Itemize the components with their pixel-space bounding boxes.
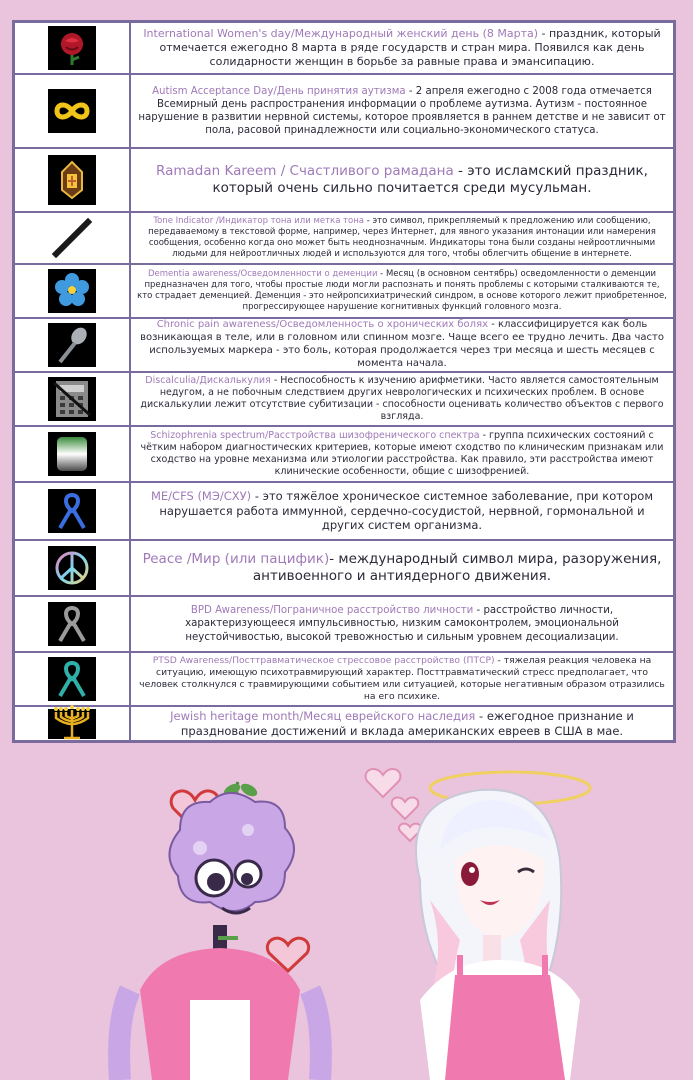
table-row: [15, 483, 673, 541]
table-row: [15, 653, 673, 707]
forget-me-not-icon: [50, 271, 94, 311]
table-row: [15, 541, 673, 597]
table-row: [15, 319, 673, 373]
slash-icon: [50, 218, 94, 258]
table-row: [15, 597, 673, 653]
table-row: [15, 23, 673, 75]
calculator-icon: [50, 379, 94, 419]
table-row: [15, 213, 673, 265]
halo-character: [416, 772, 590, 1080]
table-row: [15, 707, 673, 740]
table-row: [15, 75, 673, 149]
spoon-icon: [50, 325, 94, 365]
table-row: [15, 427, 673, 483]
infinity-icon: [50, 91, 94, 131]
row-title: Tone Indicator /Индикатор тона или метка тона: [153, 216, 365, 227]
gray-ribbon-icon: [50, 604, 94, 644]
row-description: - Неспособность к изучению арифметики. Часто является самостоятельным недугом, а не побочным следствием других неврологических и психических проблем. В основе дискалькулии лежит отсутствие субитизации - способности оценивать количество объектов с первого взгляда.: [140, 374, 664, 423]
row-description: - праздник, который отмечается ежегодно 8 марта в ряде государств и стран мира. Появился как день солидарности женщин в борьбе за равные права и эмансипацию.: [159, 26, 661, 69]
row-title: BPD Awareness/Пограничное расстройство личности: [190, 605, 474, 617]
row-title: Peace /Мир (или пацифик): [142, 550, 330, 567]
row-title: Schizophrenia spectrum/Расстройства шизофренического спектра: [150, 429, 480, 441]
lantern-icon: [50, 160, 94, 200]
row-description: - это символ, прикрепляемый к предложению или сообщению, передаваемому в текстовой форме, например, через Интернет, для явного указания интонации или намерения сообщения, особенно когда оно может быть неоднозначным. Индикаторы тона были созданы нейроотличными людьми для нейроотличных людей и используются для того, чтобы облегчить общение в интернете.: [148, 216, 656, 259]
row-title: Jewish heritage month/Месяц еврейского наследия: [170, 708, 476, 723]
gradient-tile-icon: [50, 434, 94, 474]
peace-icon: [50, 548, 94, 588]
table-row: [15, 149, 673, 213]
row-title: Ramadan Kareem / Счастливого рамадана: [156, 162, 454, 179]
row-title: International Women's day/Международный женский день (8 Марта): [143, 26, 539, 40]
row-description: - ежегодное признание и празднование достижений и вклада американских евреев в США в мае.: [180, 708, 634, 738]
holidays-table: [12, 20, 676, 743]
row-description: - 2 апреля ежегодно с 2008 года отмечается Всемирный день распространения информации о проблеме аутизма. Аутизм - постоянное нарушение в развитии нервной системы, которое проявляется в раннем детстве и не зависит от пола, расовой принадлежности или социально-экономического статуса.: [138, 85, 666, 137]
menorah-icon: [50, 704, 94, 744]
row-title: ME/CFS (МЭ/СХУ): [150, 488, 252, 503]
row-title: Dementia awareness/Осведомленности о деменции: [148, 269, 378, 280]
row-description: - это тяжёлое хроническое системное заболевание, при котором нарушается работа иммунной, сердечно-сосудистой, нервной, гормональной и других систем организма.: [159, 488, 653, 533]
heart-icon: [392, 798, 419, 819]
blue-ribbon-icon: [50, 491, 94, 531]
row-description: - тяжелая реакция человека на ситуацию, имеющую психотравмирующий характер. Посттравматический стресс предполагает, что человек столкнулся с травмирующими событием или ситуацией, которые негативным образом отразились на его психике.: [139, 655, 665, 702]
teal-ribbon-icon: [50, 659, 94, 699]
row-description: - классифицируется как боль возникающая в теле, или в головном или спинном мозге. Чаще всего ее трудно лечить. Два часто используемых маркера - это боль, которая продолжается через три месяца и шесть месяцев с момента начала.: [140, 319, 664, 369]
table-row: [15, 373, 673, 427]
row-description: - Месяц (в основном сентябрь) осведомленности о деменции предназначен для того, чтобы простые люди могли распознать и понять проблемы с которыми сталкиваются те, кто страдает деменцией. Деменция - это нейропсихиатрический синдром, в основе которого лежит приобретенное, прогрессирующее нарушение когнитивных функций головного мозга.: [137, 269, 667, 312]
cloud-character: [119, 781, 321, 1080]
row-title: PTSD Awareness/Посттравматическое стрессовое расстройство (ПТСР): [152, 655, 495, 667]
row-title: Autism Acceptance Day/День принятия аутизма: [152, 85, 406, 97]
rose-icon: [50, 28, 94, 68]
row-description: - международный символ мира, разоружения, антивоенного и антиядерного движения.: [252, 550, 662, 584]
row-description: - это исламский праздник, который очень сильно почитается среди мусульман.: [212, 162, 648, 196]
row-title: Chronic pain awareness/Осведомленность о хронических болях: [156, 319, 489, 331]
row-description: - группа психических состояний с чётким набором диагностических критериев, которые имеют сходство по клиническим признакам или сходство на уровне механизма или этиологии расстройства. Как правило, эти расстройства имеют клинические особенности, общие с шизофренией.: [140, 429, 664, 478]
row-description: - расстройство личности, характеризующееся импульсивностью, низким самоконтролем, эмоциональной неустойчивостью, высокой тревожностью и сильным уровнем десоциализации.: [185, 605, 619, 643]
table-row: [15, 265, 673, 319]
heart-icon: [366, 769, 401, 797]
row-title: Discalculia/Дискалькулия: [145, 374, 271, 386]
characters-illustration: [0, 760, 693, 1080]
